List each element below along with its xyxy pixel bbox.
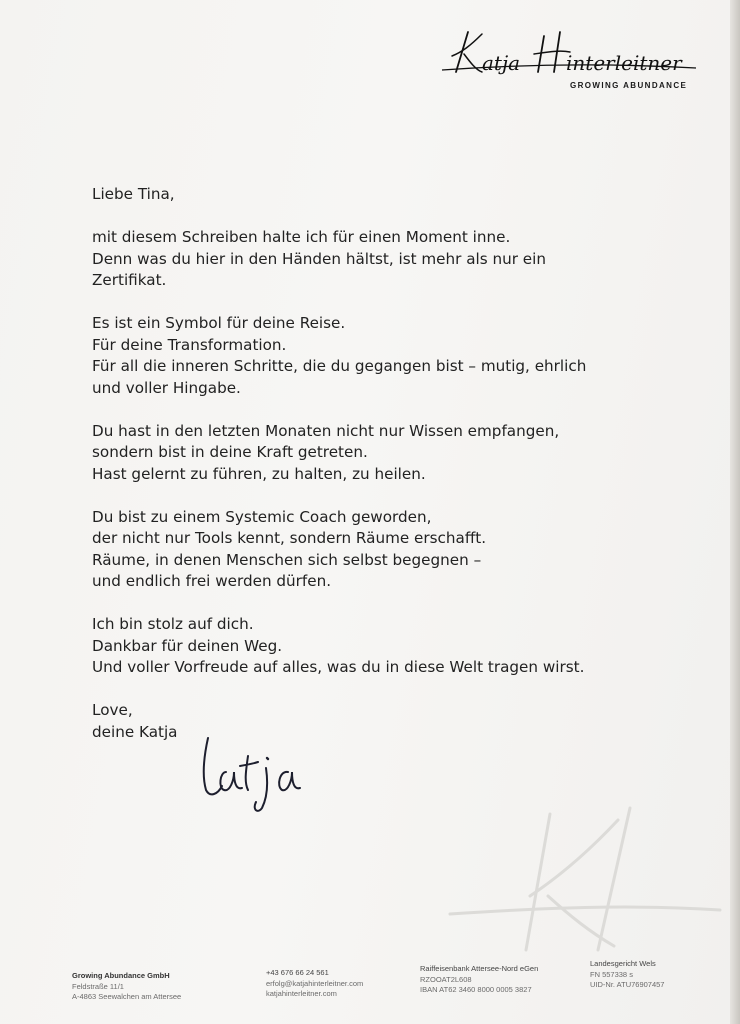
- footer-line: UID-Nr. ATU76907457: [590, 980, 665, 989]
- brand-logo: [438, 26, 700, 96]
- footer-line: RZOOAT2L608: [420, 974, 472, 984]
- paragraph-3: [92, 421, 652, 486]
- footer-court: [590, 959, 664, 991]
- handwritten-signature: [196, 732, 316, 816]
- paragraph-2: [92, 313, 652, 399]
- svg-text:interleitner: interleitner: [566, 51, 682, 75]
- footer-line: FN 557338 s: [590, 969, 633, 979]
- letter-line: Und voller Vorfreude auf alles, was du in diese Welt tragen wirst.: [92, 658, 585, 676]
- letter-line: Es ist ein Symbol für deine Reise.: [92, 314, 346, 332]
- footer-bank-name: Raiffeisenbank Attersee-Nord eGen: [420, 964, 539, 973]
- footer-email: erfolg@katjahinterleitner.com: [266, 978, 364, 988]
- letter-line: und endlich frei werden dürfen.: [92, 572, 332, 590]
- letter-line: Zertifikat.: [92, 271, 167, 289]
- letter-line: der nicht nur Tools kennt, sondern Räume erschafft.: [92, 529, 487, 547]
- paragraph-1: [92, 227, 652, 292]
- closing-line: Love,: [92, 701, 133, 719]
- letter-line: mit diesem Schreiben halte ich für einen Moment inne.: [92, 228, 511, 246]
- paragraph-4: [92, 507, 652, 593]
- closing-line: deine Katja: [92, 722, 178, 741]
- letter-line: Räume, in denen Menschen sich selbst begegnen –: [92, 550, 482, 569]
- letter-line: Ich bin stolz auf dich.: [92, 615, 254, 633]
- footer-phone: +43 676 66 24 561: [266, 968, 329, 977]
- closing: [92, 700, 652, 743]
- letter-line: Hast gelernt zu führen, zu halten, zu heilen.: [92, 464, 426, 483]
- letter-line: sondern bist in deine Kraft getreten.: [92, 443, 368, 461]
- letter-line: Für all die inneren Schritte, die du gegangen bist – mutig, ehrlich: [92, 357, 587, 375]
- footer-line: A-4863 Seewalchen am Attersee: [72, 992, 182, 1001]
- salutation: Liebe Tina,: [92, 185, 175, 203]
- svg-text:atja: atja: [482, 51, 521, 75]
- letter-line: und voller Hingabe.: [92, 378, 241, 397]
- page-edge-shadow: [730, 0, 740, 1024]
- footer-line: Feldstraße 11/1: [72, 981, 124, 991]
- footer-company: [72, 971, 181, 1003]
- footer-line: IBAN AT62 3460 8000 0005 3827: [420, 985, 532, 994]
- footer-company-name: Growing Abundance GmbH: [72, 971, 170, 980]
- letter-footer: [0, 956, 740, 1024]
- logo-script-lettering: [438, 26, 700, 86]
- footer-court-name: Landesgericht Wels: [590, 959, 656, 968]
- paragraph-5: [92, 614, 652, 679]
- footer-website: katjahinterleitner.com: [266, 989, 337, 998]
- letter-line: Du bist zu einem Systemic Coach geworden,: [92, 507, 432, 526]
- monogram-watermark: [430, 800, 730, 960]
- letter-line: Denn was du hier in den Händen hältst, ist mehr als nur ein: [92, 249, 547, 268]
- letter-line: Dankbar für deinen Weg.: [92, 636, 283, 655]
- letter-line: Du hast in den letzten Monaten nicht nur Wissen empfangen,: [92, 421, 560, 440]
- footer-bank: [420, 964, 538, 996]
- logo-tagline: GROWING ABUNDANCE: [570, 81, 688, 90]
- letter-body: [92, 184, 652, 765]
- footer-contact: [266, 968, 363, 1000]
- letter-line: Für deine Transformation.: [92, 335, 287, 354]
